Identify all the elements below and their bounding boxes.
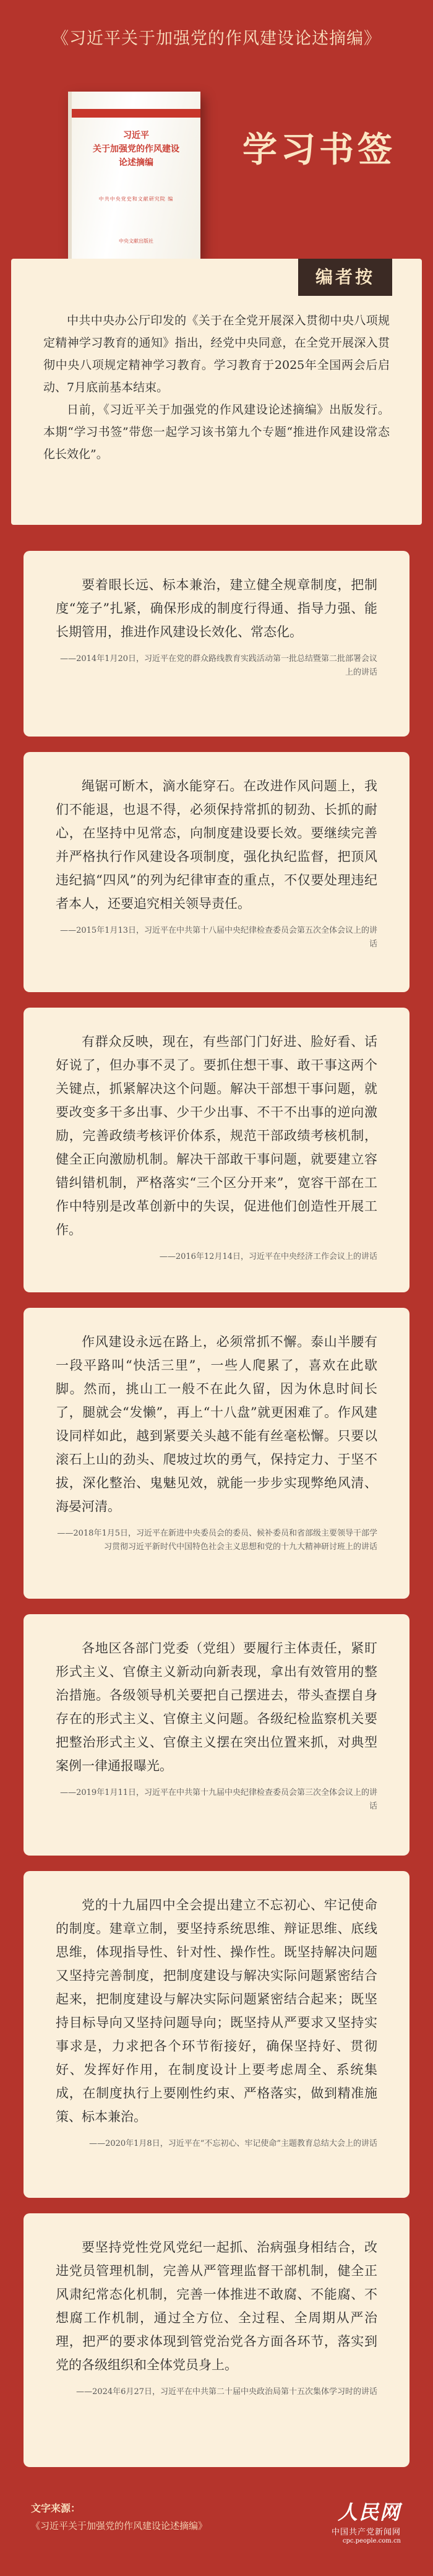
book-publisher: 中共中央党史和文献研究院 编	[98, 196, 174, 202]
quote-card	[24, 1871, 409, 2198]
logo-subtitle: 中国共产党新闻网	[331, 2528, 401, 2537]
book-title: 习近平 关于加强党的作风建设 论述摘编	[93, 131, 179, 168]
quote-card	[24, 1308, 409, 1599]
quote-text: 党的十九届四中全会提出建立不忘初心、牢记使命的制度。建章立制，要坚持系统思维、辩证思维、底线思维，体现指导性、针对性、操作性。既坚持解决问题又坚持完善制度，把制度建设与解决实际问题紧密结合起来，把制度建设与解决实际问题紧密结合起来；既坚持目标导向又坚持问题导向；既坚持从严要求又坚持实事求是，力求把各个环节衔接好，确保坚持好、贯彻好、发挥好作用，在制度设计上要考虑周全、系统集成，在制度执行上要刚性约束、严格落实，做到精准施策、标本兼治。	[56, 1898, 377, 2124]
footer-source-text: 《习近平关于加强党的作风建设论述摘编》	[31, 2520, 208, 2531]
quote-source: ——2020年1月8日，习近平在“不忘初心、牢记使命”主题教育总结大会上的讲话	[89, 2139, 377, 2148]
people-logo: 人民网	[337, 2500, 401, 2524]
quote-text: 要着眼长远、标本兼治，建立健全规章制度，把制度“笼子”扎紧，确保形成的制度行得通、指导力强、能长期管用，推进作风建设长效化、常态化。	[56, 577, 377, 639]
footer-source-label: 文字来源：	[31, 2502, 81, 2514]
quote-text: 要坚持党性党风党纪一起抓、治病强身相结合，改进党员管理机制，完善从严管理监督干部机制，健全正风肃纪常态化机制，完善一体推进不敢腐、不能腐、不想腐工作机制，通过全方位、全过程、全周期从严治理，把严的要求体现到管党治党各方面各环节，落实到党的各级组织和全体党员身上。	[56, 2240, 377, 2372]
quote-source: ——2018年1月5日，习近平在新进中央委员会的委员、候补委员和省部级主要领导干部学习贯彻习近平新时代中国特色社会主义思想和党的十九大精神研讨班上的讲话	[57, 1529, 377, 1552]
quote-card	[24, 752, 409, 992]
editor-note-card	[11, 259, 422, 525]
book-band	[72, 109, 200, 118]
editor-note-paragraph: 中共中央办公厅印发的《关于在全党开展深入贯彻中央八项规定精神学习教育的通知》指出，经党中央同意，在全党开展深入贯彻中央八项规定精神学习教育。学习教育于2025年全国两会后启动、7月底前基本结束。	[43, 314, 390, 394]
quote-text: 各地区各部门党委（党组）要履行主体责任，紧盯形式主义、官僚主义新动向新表现，拿出有效管用的整治措施。各级领导机关要把自己摆进去，带头查摆自身存在的形式主义、官僚主义问题。各级纪检监察机关要把整治形式主义、官僚主义摆在突出位置来抓，对典型案例一律通报曝光。	[56, 1641, 377, 1773]
editor-note-text	[43, 309, 390, 465]
quote-source: ——2016年12月14日，习近平在中央经济工作会议上的讲话	[159, 1252, 377, 1261]
quote-text: 绳锯可断木，滴水能穿石。在改进作风问题上，我们不能退，也退不得，必须保持常抓的韧劲、长抓的耐心，在坚持中见常态，向制度建设要长效。要继续完善并严格执行作风建设各项制度，强化执纪监督，把顶风违纪搞“四风”的列为纪律审查的重点，不仅要处理违纪者本人，还要追究相关领导责任。	[56, 779, 377, 911]
quote-card	[24, 2213, 409, 2467]
section-heading: 学习书签	[242, 129, 396, 170]
editor-note-paragraph: 日前，《习近平关于加强党的作风建设论述摘编》出版发行。本期“学习书签”带您一起学习该书第九个专题“推进作风建设常态化长效化”。	[43, 403, 390, 461]
quote-text: 作风建设永远在路上，必须常抓不懈。泰山半腰有一段平路叫“快活三里”，一些人爬累了，喜欢在此歇脚。然而，挑山工一般不在此久留，因为休息时间长了，腿就会“发懒”，再上“十八盘”就更困难了。作风建设同样如此，越到紧要关头越不能有丝毫松懈。只要以滚石上山的劲头、爬坡过坎的勇气，保持定力、于坚不拔，深化整治、鬼魅见效，就能一步步实现弊绝风清、海晏河清。	[56, 1334, 377, 1514]
book-cover-image	[68, 92, 200, 259]
quote-source: ——2024年6月27日，习近平在中共第二十届中央政治局第十五次集体学习时的讲话	[76, 2387, 377, 2397]
quote-card	[24, 551, 409, 737]
quote-source: ——2015年1月13日，习近平在中共第十八届中央纪律检查委员会第五次全体会议上的讲话	[60, 926, 377, 949]
page-title: 《习近平关于加强党的作风建设论述摘编》	[52, 29, 381, 48]
quote-source: ——2014年1月20日，习近平在党的群众路线教育实践活动第一批总结暨第二批部署会议上的讲话	[60, 654, 377, 677]
logo-url: cpc.people.com.cn	[342, 2538, 401, 2544]
quote-card	[24, 1008, 409, 1292]
quote-text: 有群众反映，现在，有些部门门好进、脸好看、话好说了，但办事不灵了。要抓住想干事、敢干事这两个关键点，抓紧解决这个问题。解决干部想干事问题，就要改变多干多出事、少干少出事、不干不出事的逆向激励，完善政绩考核评价体系，规范干部政绩考核机制，健全正向激励机制。解决干部敢干事问题，就要建立容错纠错机制，严格落实“三个区分开来”，宽容干部在工作中特别是改革创新中的失误，促进他们创造性开展工作。	[56, 1034, 377, 1237]
editor-note-badge: 编者按	[298, 259, 392, 296]
quote-card	[24, 1614, 409, 1856]
quote-source: ——2019年1月11日，习近平在中共第十九届中央纪律检查委员会第三次全体会议上的讲话	[60, 1788, 377, 1811]
book-press: 中央文献出版社	[119, 238, 153, 244]
